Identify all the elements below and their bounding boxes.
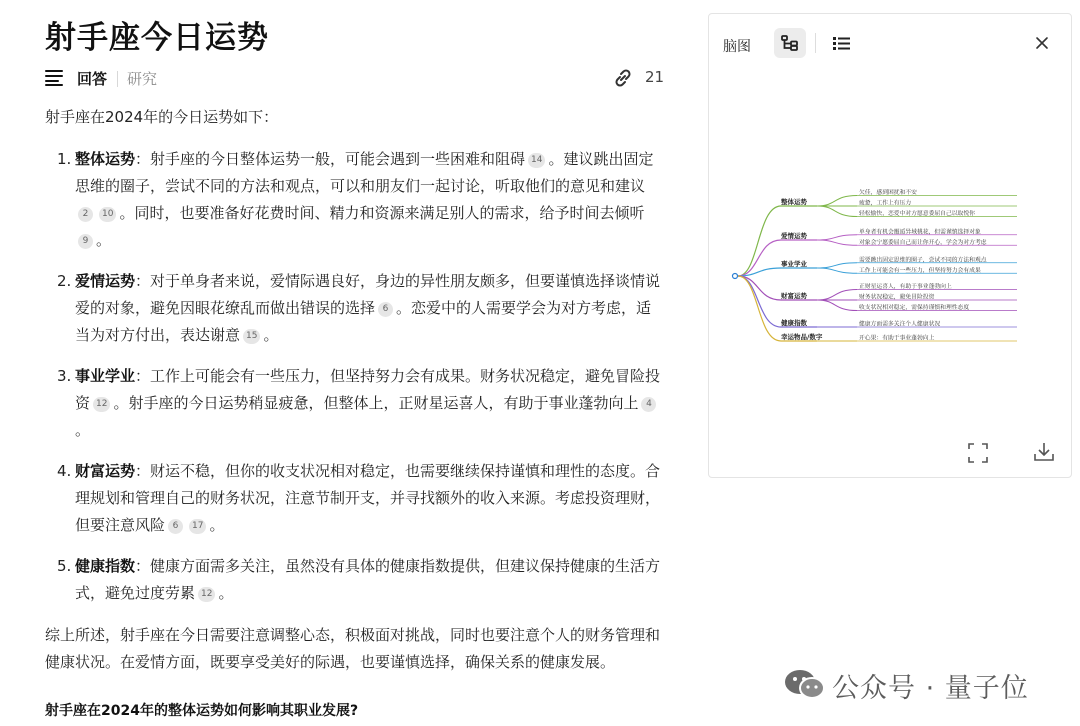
mindmap-leaf-label: 财务状况稳定，避免冒险投资 (859, 294, 935, 301)
mindmap-branch-connector (738, 276, 781, 341)
list-item-text: 。 (263, 326, 279, 344)
mindmap-branch-connector (738, 276, 781, 327)
list-item-number: 2. (57, 272, 72, 290)
mindmap-panel (708, 13, 1072, 478)
answer-intro: 射手座在2024年的今日运势如下： (45, 108, 279, 126)
list-item-text: 。 (209, 516, 225, 534)
citation-badge[interactable]: 12 (93, 397, 110, 412)
list-item-heading: 爱情运势 (75, 272, 136, 290)
mindmap-label: 脑图 (723, 39, 751, 55)
citation-badge[interactable]: 10 (99, 207, 116, 222)
list-item-text: ：财运不稳，但你的收支状况相对稳定，也需要继续保持谨慎和理性的态度。合理规划和管理自己的财务状况，注意节制开支，并寻找额外的收入来源。考虑投资理财，但要注意风险 (75, 462, 661, 534)
mindmap-branch-label: 整体运势 (781, 198, 807, 206)
list-item-heading: 健康指数 (75, 557, 136, 575)
tree-view-button[interactable] (774, 28, 806, 58)
list-item-number: 1. (57, 150, 72, 168)
wechat-icon (782, 666, 828, 702)
fullscreen-icon (965, 440, 991, 466)
mindmap-leaf-connector (817, 196, 857, 207)
citation-badge[interactable]: 14 (528, 153, 545, 168)
mindmap-tree-icon (774, 28, 806, 58)
answer-list-item (45, 363, 665, 444)
mindmap-leaf-connector (817, 290, 857, 301)
list-item-text: 。建议跳出固定思维的圈子，尝试不同的方法和观点，可以和朋友们一起讨论，听取他们的意见和建议 (75, 150, 654, 195)
mindmap-branch-label: 事业学业 (781, 260, 807, 268)
citation-badge[interactable]: 4 (641, 397, 656, 412)
page-title: 射手座今日运势 (45, 20, 269, 56)
sources-link-button[interactable] (611, 66, 665, 92)
list-item-heading: 财富运势 (75, 462, 136, 480)
mindmap-leaf-connector (817, 206, 857, 217)
citation-badge[interactable]: 6 (378, 302, 393, 317)
watermark-text: 公众号 · 量子位 (832, 673, 1029, 704)
citation-badge[interactable]: 15 (243, 329, 260, 344)
text-lines-icon (45, 70, 63, 86)
list-item-text: ：健康方面需多关注，虽然没有具体的健康指数提供，但建议保持健康的生活方式，避免过度劳累 (75, 557, 661, 602)
mindmap-leaf-label: 欠佳，感到困扰和不安 (859, 190, 917, 196)
fullscreen-button[interactable] (965, 440, 991, 466)
answer-list-item (45, 458, 665, 539)
citation-badge[interactable]: 2 (78, 207, 93, 222)
tab-answer[interactable]: 回答 (77, 70, 108, 88)
list-item-text: 。同时，也要准备好花费时间、精力和资源来满足别人的需求，给予时间去倾听 (119, 204, 645, 222)
link-icon (611, 66, 635, 90)
citation-badge[interactable]: 9 (78, 234, 93, 249)
list-view-button[interactable] (829, 30, 855, 56)
citation-badge[interactable]: 12 (198, 587, 215, 602)
tab-research[interactable]: 研究 (127, 70, 158, 88)
list-item-text: ：射手座的今日整体运势一般，可能会遇到一些困难和阻碍 (135, 150, 526, 168)
list-item-text: 。 (75, 421, 91, 439)
answer-list (45, 146, 665, 607)
list-item-heading: 整体运势 (75, 150, 136, 168)
list-item-text: 。射手座的今日运势稍显疲惫，但整体上，正财星运喜人，有助于事业蓬勃向上 (113, 394, 639, 412)
mindmap-leaf-label: 正财星运喜人，有助于事业蓬勃向上 (859, 284, 952, 290)
citation-badge[interactable]: 17 (189, 519, 206, 534)
citation-badge[interactable]: 6 (168, 519, 183, 534)
panel-divider (815, 33, 816, 53)
answer-tabs (45, 68, 665, 90)
mindmap-leaf-label: 单身者有机会邂逅异域桃花，但需谨慎选择对象 (859, 229, 981, 236)
mindmap-leaf-label: 健康方面需多关注个人健康状况 (859, 321, 941, 328)
mindmap (729, 184, 1069, 354)
mindmap-leaf-label: 收支状况相对稳定，需保持谨慎和理性态度 (859, 305, 970, 311)
mindmap-branch-connector (738, 276, 781, 300)
list-item-number: 4. (57, 462, 72, 480)
list-item-text: 。恋爱中的人需要学会为对方考虑，适当为对方付出，表达谢意 (75, 299, 652, 344)
download-icon (1031, 439, 1057, 465)
list-item-text: ：对于单身者来说，爱情际遇良好，身边的异性朋友颇多，但要谨慎选择谈情说爱的对象，避免因眼花缭乱而做出错误的选择 (75, 272, 661, 317)
mindmap-branch-connector (738, 240, 781, 276)
mindmap-leaf-label: 疲惫，工作上有压力 (859, 200, 912, 207)
bulleted-list-icon (829, 30, 855, 56)
list-item-text: 。 (218, 584, 234, 602)
list-item-text: 。 (96, 231, 112, 249)
mindmap-leaf-label: 轻松愉快，恋爱中对方愿意委屈自己以取悦你 (859, 211, 975, 217)
answer-list-item (45, 146, 665, 254)
list-item-text: ：工作上可能会有一些压力，但坚持努力会有成果。财务状况稳定，避免冒险投资 (75, 367, 661, 412)
close-icon (1029, 30, 1055, 56)
sources-count: 21 (645, 68, 665, 86)
mindmap-leaf-connector (817, 235, 857, 240)
watermark (782, 666, 1052, 702)
mindmap-branch-label: 爱情运势 (781, 232, 807, 240)
answer-list-item (45, 268, 665, 349)
download-button[interactable] (1031, 439, 1057, 465)
mindmap-branch-label: 幸运物品/数字 (781, 333, 823, 341)
answer-summary: 综上所述，射手座在今日需要注意调整心态，积极面对挑战，同时也要注意个人的财务管理和健康状况。在爱情方面，既要享受美好的际遇，也要谨慎选择，确保关系的健康发展。 (45, 626, 661, 671)
mindmap-leaf-connector (817, 300, 857, 311)
mindmap-leaf-label: 工作上可能会有一些压力，但坚持努力会有成果 (859, 267, 981, 274)
tab-divider (117, 71, 118, 87)
list-item-number: 3. (57, 367, 72, 385)
mindmap-leaf-connector (817, 263, 857, 268)
answer-list-item (45, 553, 665, 607)
close-panel-button[interactable] (1029, 30, 1055, 56)
mindmap-leaf-label: 开心果：有助于事业蓬勃向上 (859, 335, 935, 342)
list-item-number: 5. (57, 557, 72, 575)
mindmap-leaf-connector (817, 268, 857, 273)
mindmap-leaf-label: 对象会宁愿委屈自己而让你开心，学会为对方考虑 (859, 239, 987, 246)
mindmap-root-node (733, 274, 738, 279)
related-question[interactable]: 射手座在2024年的整体运势如何影响其职业发展? (45, 703, 359, 719)
mindmap-leaf-connector (817, 240, 857, 245)
list-item-heading: 事业学业 (75, 367, 136, 385)
mindmap-leaf-label: 需要跳出固定思维的圈子，尝试不同的方法和观点 (859, 257, 987, 264)
mindmap-branch-label: 财富运势 (781, 292, 807, 300)
mindmap-branch-label: 健康指数 (781, 319, 807, 327)
